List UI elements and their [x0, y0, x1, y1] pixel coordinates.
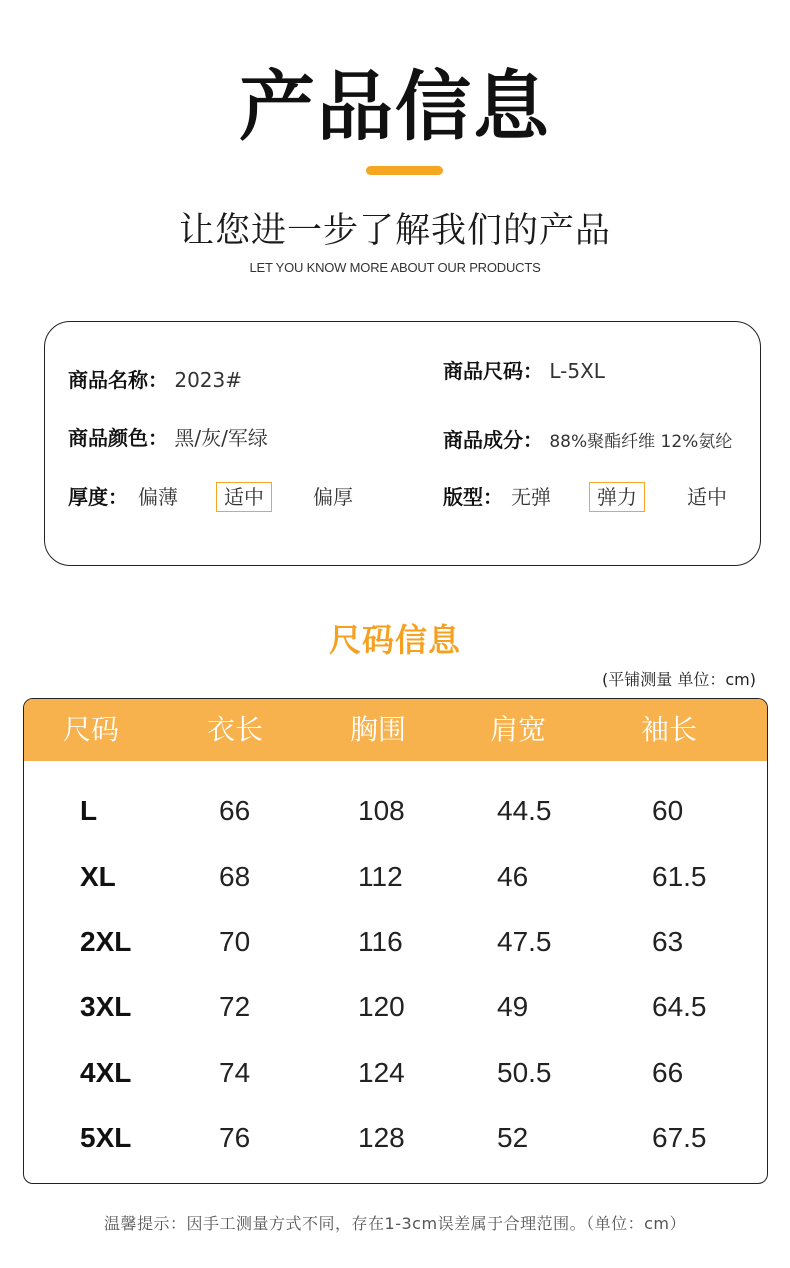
column-header-sleeve: 袖长	[641, 713, 698, 746]
cell-chest: 112	[358, 861, 403, 892]
cell-sleeve: 66	[652, 1057, 684, 1088]
cell-sleeve: 61.5	[652, 861, 707, 892]
column-header-size: 尺码	[63, 713, 120, 746]
measurement-note: 温馨提示：因手工测量方式不同，存在1-3cm误差属于合理范围。（单位：cm）	[104, 1214, 686, 1233]
thickness-option-thick: 偏厚	[313, 485, 353, 509]
cell-shoulder: 52	[497, 1122, 529, 1153]
fit-label: 版型：	[443, 485, 503, 509]
fit-option-stretch-selected: 弹力	[589, 482, 645, 512]
thickness-option-medium-selected: 适中	[216, 482, 272, 512]
cell-chest: 128	[358, 1122, 405, 1153]
cell-chest: 120	[358, 991, 405, 1022]
cell-shoulder: 49	[497, 991, 529, 1022]
cell-length: 66	[219, 795, 251, 826]
fit-row	[443, 483, 743, 513]
page-subtitle: 让您进一步了解我们的产品	[178, 211, 611, 251]
cell-length: 74	[219, 1057, 251, 1088]
cell-chest: 116	[358, 926, 403, 957]
size-section-title: 尺码信息	[328, 621, 461, 659]
thickness-label: 厚度：	[68, 485, 128, 509]
page-subtitle-en: LET YOU KNOW MORE ABOUT OUR PRODUCTS	[249, 260, 541, 275]
column-header-shoulder: 肩宽	[490, 713, 547, 746]
cell-length: 76	[219, 1122, 251, 1153]
cell-sleeve: 64.5	[652, 991, 707, 1022]
cell-chest: 124	[358, 1057, 405, 1088]
size-table-header	[24, 699, 767, 761]
product-info-card	[44, 321, 761, 566]
product-size-label: 商品尺码：	[443, 359, 543, 383]
cell-chest: 108	[358, 795, 405, 826]
product-size-value: L-5XL	[549, 359, 605, 383]
cell-size: 5XL	[80, 1122, 132, 1153]
thickness-option-thin: 偏薄	[138, 485, 178, 509]
fit-option-regular: 适中	[687, 485, 727, 509]
cell-length: 70	[219, 926, 251, 957]
product-name-value: 2023#	[174, 368, 243, 392]
column-header-chest: 胸围	[350, 713, 407, 746]
product-color-label: 商品颜色：	[68, 426, 168, 450]
unit-note: (平铺测量 单位：cm)	[602, 670, 756, 689]
column-header-length: 衣长	[207, 713, 264, 746]
cell-shoulder: 46	[497, 861, 529, 892]
thickness-row	[68, 483, 388, 513]
cell-size: XL	[80, 861, 116, 892]
product-name-row	[68, 366, 242, 394]
cell-sleeve: 60	[652, 795, 684, 826]
cell-sleeve: 63	[652, 926, 684, 957]
cell-size: 2XL	[80, 926, 132, 957]
cell-sleeve: 67.5	[652, 1122, 707, 1153]
product-size-row	[443, 357, 605, 385]
cell-shoulder: 44.5	[497, 795, 552, 826]
product-color-value: 黑/灰/军绿	[174, 426, 268, 450]
product-material-label: 商品成分：	[443, 428, 543, 452]
product-name-label: 商品名称：	[68, 368, 168, 392]
cell-size: 4XL	[80, 1057, 132, 1088]
fit-option-no-stretch: 无弹	[511, 485, 551, 509]
page-title: 产品信息	[239, 62, 551, 151]
cell-shoulder: 47.5	[497, 926, 552, 957]
product-material-value: 88%聚酯纤维 12%氨纶	[549, 432, 733, 452]
product-material-row	[443, 426, 732, 456]
product-color-row	[68, 424, 268, 452]
cell-shoulder: 50.5	[497, 1057, 552, 1088]
cell-size: L	[80, 795, 98, 826]
size-table	[23, 698, 768, 1184]
title-underline	[366, 166, 443, 175]
cell-length: 72	[219, 991, 251, 1022]
cell-length: 68	[219, 861, 251, 892]
cell-size: 3XL	[80, 991, 132, 1022]
